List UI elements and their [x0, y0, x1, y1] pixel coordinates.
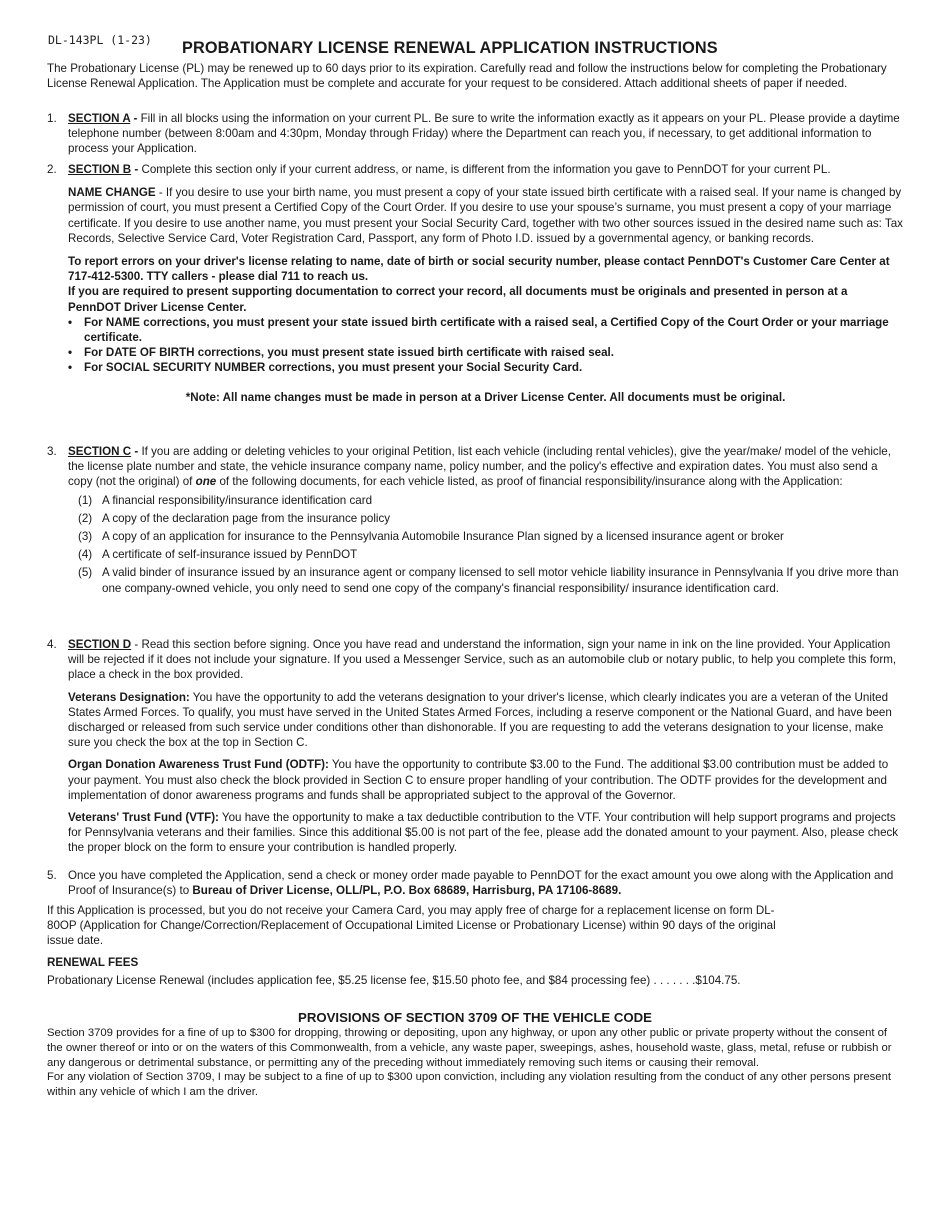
- renewal-fees-heading: RENEWAL FEES: [47, 956, 139, 969]
- separator: -: [131, 163, 142, 176]
- list-number: (2): [78, 511, 93, 525]
- veterans-designation-label: Veterans Designation:: [68, 690, 190, 704]
- page-title: PROBATIONARY LICENSE RENEWAL APPLICATION INSTRUCTIONS: [182, 39, 718, 57]
- separator: -: [131, 445, 142, 458]
- renewal-fees-line: Probationary License Renewal (includes application fee, $5.25 license fee, $15.50 photo fee, and $84 processing fee) . . . . . . .$104.75.: [47, 974, 741, 987]
- section-5-text: Once you have completed the Application, send a check or money order made payable to PennDOT for the exact amount you owe along with the Application and Proof of Insurance(s) to: [68, 869, 894, 898]
- errors-paragraph-2: If you are required to present supporting documentation to correct your record, all documents must be originals and presented in person at a PennDOT Driver License Center.: [68, 285, 848, 314]
- instruction-item-5: [47, 868, 903, 898]
- vtf-label: Veterans' Trust Fund (VTF):: [68, 811, 219, 825]
- document-list: [78, 493, 903, 596]
- bullet-dot: •: [68, 361, 73, 375]
- bullet-item: [68, 345, 903, 360]
- provisions-title: PROVISIONS OF SECTION 3709 OF THE VEHICLE CODE: [298, 1010, 652, 1025]
- bullet-dot: •: [68, 315, 73, 329]
- separator: -: [131, 638, 142, 651]
- errors-paragraph-1: To report errors on your driver's license relating to name, date of birth or social security number, please contact PennDOT's Customer Care Center at 717-412-5300. TTY callers - please dial 711 to reach us.: [68, 255, 890, 284]
- bullet-item: [68, 315, 903, 345]
- emphasis-one: one: [195, 475, 217, 489]
- list-item: [78, 529, 903, 544]
- list-number: (1): [78, 493, 93, 507]
- vtf-text: You have the opportunity to make a tax deductible contribution to the VTF. Your contribution will help support programs and projects for Pennsylvania veterans and their families. Since this additional $5.00 is not part of the fee, please add the donated amount to your payment. Also, please check the proper block on the form to ensure your contribution is handled properly.: [68, 811, 899, 855]
- item-number: 3.: [47, 445, 57, 458]
- section-c-label: SECTION C: [68, 445, 132, 458]
- camera-card-paragraph: If this Application is processed, but you do not receive your Camera Card, you may apply free of charge for a replacement license on form DL-80OP (Application for Change/Correction/Replacement of Occupational Limited License or Probationary License) within 90 days of the original issue date.: [47, 904, 776, 948]
- list-text: A valid binder of insurance issued by an insurance agent or company licensed to sell motor vehicle liability insurance in Pennsylvania If you drive more than one company-owned vehicle, you only need to send one copy of the company's financial responsibility/ insurance identification card.: [102, 566, 899, 595]
- list-number: (3): [78, 530, 93, 544]
- list-item: [78, 547, 903, 562]
- item-number: 2.: [47, 163, 57, 176]
- bullet-text: For SOCIAL SECURITY NUMBER corrections, you must present your Social Security Card.: [84, 361, 583, 375]
- mailing-address: Bureau of Driver License, OLL/PL, P.O. Box 68689, Harrisburg, PA 17106-8689.: [192, 884, 622, 898]
- list-item: [78, 493, 903, 508]
- item-number: 5.: [47, 869, 57, 882]
- odtf-text: You have the opportunity to contribute $3.00 to the Fund. The additional $3.00 contribution must be added to your payment. You must also check the block provided in Section C to ensure proper handling of your contribution. The ODTF provides for the development and implementation of donor awareness programs and funds shall be appropriated subject to the approval of the Governor.: [68, 758, 889, 802]
- intro-paragraph: The Probationary License (PL) may be renewed up to 60 days prior to its expiration. Carefully read and follow the instructions below for completing the Probationary License Renewal Application. The Application must be complete and accurate for your request to be considered. Attach additional sheets of paper if needed.: [47, 62, 887, 91]
- item-number: 1.: [47, 112, 57, 125]
- section-b-text: Complete this section only if your current address, or name, is different from the information you gave to PennDOT for your current PL.: [141, 163, 831, 176]
- bullet-text: For DATE OF BIRTH corrections, you must present state issued birth certificate with raised seal.: [84, 346, 615, 360]
- bullet-text: For NAME corrections, you must present your state issued birth certificate with a raised seal, a Certified Copy of the Court Order or your marriage certificate.: [84, 315, 889, 345]
- list-number: (4): [78, 548, 93, 562]
- list-item: [78, 565, 903, 595]
- name-change-note: *Note: All name changes must be made in person at a Driver License Center. All documents must be original.: [185, 390, 786, 404]
- provisions-body: [47, 1026, 903, 1100]
- item-number: 4.: [47, 638, 57, 651]
- instruction-item-1: [47, 111, 903, 157]
- section-a-text: Fill in all blocks using the information on your current PL. Be sure to write the information exactly as it appears on your PL. Please provide a daytime telephone number (between 8:00am and 4:30pm, Monday through Friday) where the Department can reach you, if necessary, to get additional information to process your Application.: [68, 112, 900, 156]
- section-d-text: Read this section before signing. Once you have read and understand the information, sign your name in ink on the line provided. Your Application will be rejected if it does not include your signature. If you used a Messenger Service, such as an automobile club or notary public, to help you complete this form, place a check in the box provided.: [68, 638, 897, 682]
- separator: -: [130, 112, 141, 125]
- section-a-label: SECTION A: [68, 112, 131, 125]
- list-text: A financial responsibility/insurance identification card: [102, 493, 373, 507]
- section-c-text-cont: of the following documents, for each vehicle listed, as proof of financial responsibility/insurance along with the Application:: [216, 475, 843, 489]
- provisions-paragraph-2: For any violation of Section 3709, I may be subject to a fine of up to $300 upon conviction, including any violation resulting from the conduct of any other persons present within any vehicle of which I am the driver.: [47, 1071, 892, 1099]
- odtf-label: Organ Donation Awareness Trust Fund (ODTF):: [68, 758, 329, 772]
- section-d-label: SECTION D: [68, 638, 132, 651]
- list-number: (5): [78, 566, 93, 580]
- instruction-item-4: [47, 637, 903, 856]
- section-b-label: SECTION B: [68, 163, 132, 176]
- veterans-designation-text: You have the opportunity to add the veterans designation to your driver's license, which clearly indicates you are a veteran of the United States Armed Forces. To qualify, you must have served in the United States Armed Forces, including a reserve component or the National Guard, and have been discharged or released from such service under conditions other than dishonorable. If you are requesting to add the veterans designation to your license, make sure you check the box at the top in Section C.: [68, 690, 892, 750]
- list-text: A copy of the declaration page from the insurance policy: [102, 511, 391, 525]
- instruction-item-3: [47, 444, 903, 599]
- form-id: DL-143PL (1-23): [48, 33, 152, 47]
- name-change-text: - If you desire to use your birth name, you must present a copy of your state issued birth certificate with a raised seal. If your name is changed by permission of court, you must present a Certified Copy of the Court Order. If you desire to use your spouse’s surname, you must present a copy of your marriage certificate. If you desire to use another name, you must present your Social Security Card, together with two other sources issued in the desired name such as: Tax Records, Selective Service Card, Voter Registration Card, Passport, any form of Photo I.D. issued by a governmental agency, or banking records.: [68, 186, 903, 245]
- bullet-item: [68, 360, 903, 375]
- instruction-item-2: [47, 162, 903, 405]
- provisions-paragraph-1: Section 3709 provides for a fine of up to $300 for dropping, throwing or depositing, upon any highway, or upon any other public or private property without the consent of the owner thereof or into or on the waters of this Commonwealth, from a vehicle, any waste paper, sweepings, ashes, household waste, glass, metal, refuse or rubbish or any dangerous or detrimental substance, or permitting any of the preceding without immediately removing such items or causing their removal.: [47, 1027, 892, 1069]
- name-change-label: NAME CHANGE: [68, 186, 156, 200]
- section-c-text: If you are adding or deleting vehicles to your original Petition, list each vehicle (including rental vehicles), give the year/make/ model of the vehicle, the license plate number and state, the vehicle insurance company name, policy number, and the policy's effective and expiration dates. You must also send a copy (not the original) of: [68, 445, 891, 489]
- list-text: A copy of an application for insurance to the Pennsylvania Automobile Insurance Plan signed by a licensed insurance agent or broker: [102, 530, 784, 544]
- list-item: [78, 511, 903, 526]
- bullet-dot: •: [68, 346, 73, 360]
- list-text: A certificate of self-insurance issued by PennDOT: [102, 548, 358, 562]
